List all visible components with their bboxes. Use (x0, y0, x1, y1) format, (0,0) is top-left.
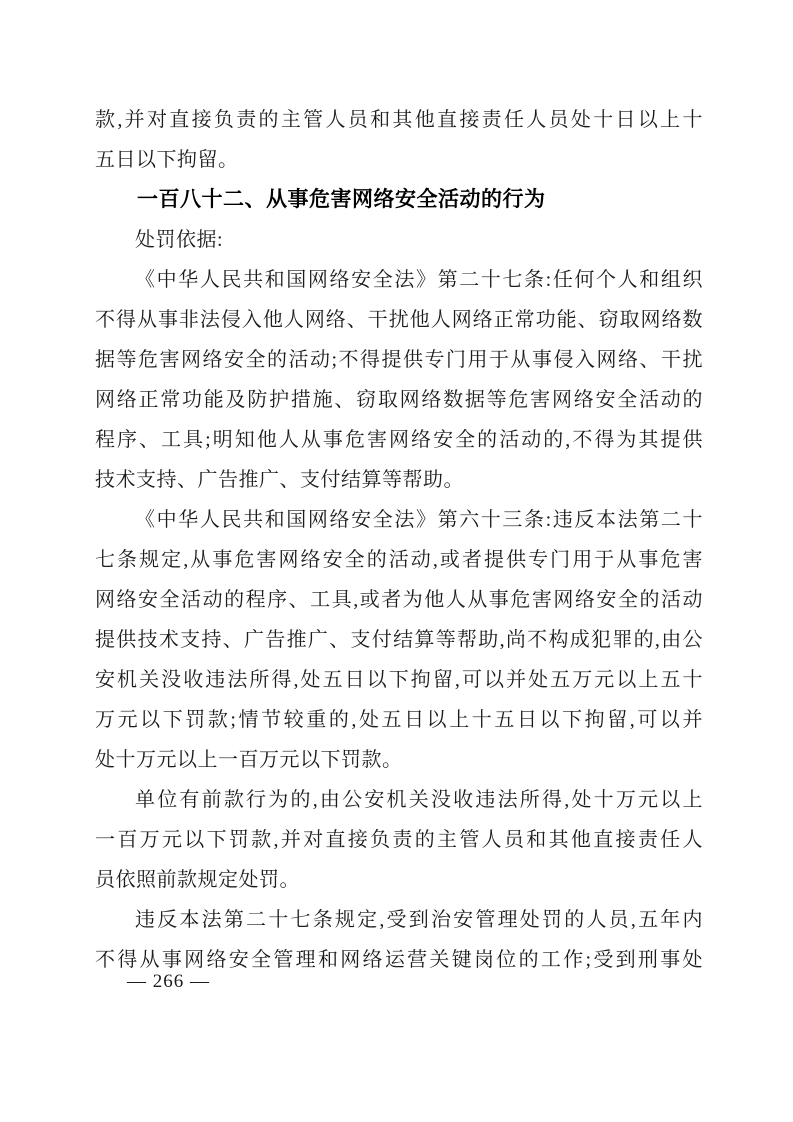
unit-clause-line: 员依照前款规定处罚。 (95, 869, 300, 891)
article27-line: 技术支持、广告推广、支付结算等帮助。 (95, 469, 464, 491)
personnel-clause-line: 违反本法第二十七条规定,受到治安管理处罚的人员,五年内 (135, 909, 703, 931)
unit-clause-line: 一百万元以下罚款,并对直接负责的主管人员和其他直接责任人 (95, 829, 703, 851)
article27-line: 程序、工具;明知他人从事危害网络安全的活动的,不得为其提供 (95, 429, 703, 451)
personnel-clause-line: 不得从事网络安全管理和网络运营关键岗位的工作;受到刑事处 (95, 949, 703, 971)
section-heading: 一百八十二、从事危害网络安全活动的行为 (137, 188, 546, 211)
article27-line: 网络正常功能及防护措施、窃取网络数据等危害网络安全活动的 (95, 389, 703, 411)
page-number: — 266 — (127, 971, 210, 992)
article27-line: 不得从事非法侵入他人网络、干扰他人网络正常功能、窃取网络数 (95, 309, 703, 331)
article63-line: 七条规定,从事危害网络安全的活动,或者提供专门用于从事危害 (95, 549, 703, 571)
unit-clause-line: 单位有前款行为的,由公安机关没收违法所得,处十万元以上 (135, 789, 703, 811)
article27-line: 《中华人民共和国网络安全法》第二十七条:任何个人和组织 (135, 269, 703, 291)
article63-line: 安机关没收违法所得,处五日以下拘留,可以并处五万元以上五十 (95, 669, 703, 691)
penalty-basis-label: 处罚依据: (135, 229, 224, 251)
article27-line: 据等危害网络安全的活动;不得提供专门用于从事侵入网络、干扰 (95, 349, 703, 371)
article63-line: 提供技术支持、广告推广、支付结算等帮助,尚不构成犯罪的,由公 (95, 629, 703, 651)
article63-line: 万元以下罚款;情节较重的,处五日以上十五日以下拘留,可以并 (95, 709, 703, 731)
text-column (95, 100, 703, 980)
article63-line: 网络安全活动的程序、工具,或者为他人从事危害网络安全的活动 (95, 589, 703, 611)
continuation-line: 五日以下拘留。 (95, 149, 239, 171)
continuation-line: 款,并对直接负责的主管人员和其他直接责任人员处十日以上十 (95, 109, 703, 131)
article63-line: 《中华人民共和国网络安全法》第六十三条:违反本法第二十 (135, 509, 703, 531)
article63-line: 处十万元以上一百万元以下罚款。 (95, 749, 403, 771)
